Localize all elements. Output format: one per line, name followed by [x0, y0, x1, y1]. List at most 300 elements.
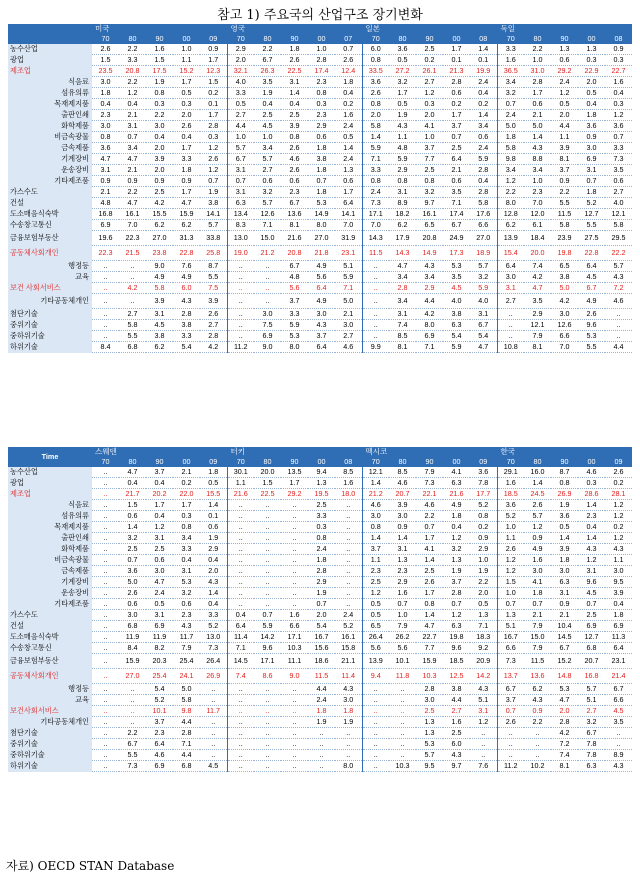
value-cell: .. [497, 728, 524, 739]
table-row [8, 739, 632, 750]
value-cell: 7.7 [416, 154, 443, 165]
value-cell: .. [254, 728, 281, 739]
value-cell: 28.6 [578, 489, 605, 500]
value-cell: .. [227, 717, 254, 728]
value-cell: 7.0 [524, 198, 551, 209]
value-cell: 0.3 [173, 511, 200, 522]
value-cell: 0.4 [173, 132, 200, 143]
value-cell: 2.3 [308, 77, 335, 88]
value-cell: 8.4 [92, 342, 119, 353]
value-cell: 6.5 [362, 621, 389, 632]
value-cell: 3.7 [416, 143, 443, 154]
value-cell: 4.7 [173, 198, 200, 209]
row-label: 목재제지품 [8, 522, 92, 533]
value-cell: 20.8 [119, 66, 146, 77]
value-cell: 6.2 [524, 684, 551, 695]
country-header: 터키 [227, 447, 362, 457]
row-label: 비금속광물 [8, 132, 92, 143]
value-cell: 0.7 [335, 44, 362, 55]
value-cell: 3.5 [605, 165, 632, 176]
value-cell: 4.8 [389, 143, 416, 154]
value-cell: 27.0 [146, 231, 173, 246]
value-cell: 2.7 [119, 309, 146, 320]
value-cell: 1.0 [254, 132, 281, 143]
value-cell: 4.2 [416, 309, 443, 320]
value-cell: .. [227, 695, 254, 706]
value-cell: 0.9 [551, 176, 578, 187]
value-cell: 2.8 [470, 187, 497, 198]
value-cell: 0.4 [146, 478, 173, 489]
value-cell: .. [524, 728, 551, 739]
value-cell: 3.1 [551, 588, 578, 599]
value-cell: 3.2 [389, 77, 416, 88]
value-cell: .. [389, 695, 416, 706]
row-label: 금속제품 [8, 143, 92, 154]
row-label: 공동체사회개인 [8, 669, 92, 684]
value-cell: 4.9 [443, 500, 470, 511]
value-cell: 5.2 [146, 695, 173, 706]
value-cell: 1.6 [281, 610, 308, 621]
value-cell: 18.4 [524, 231, 551, 246]
value-cell: .. [92, 331, 119, 342]
value-cell: 1.4 [119, 522, 146, 533]
year-header-row [8, 34, 632, 44]
value-cell: 1.5 [92, 55, 119, 66]
value-cell: 2.8 [389, 283, 416, 294]
value-cell: 5.1 [335, 261, 362, 272]
value-cell: 17.1 [254, 654, 281, 669]
value-cell: 6.6 [470, 220, 497, 231]
table-row [8, 246, 632, 261]
value-cell: 4.3 [335, 684, 362, 695]
value-cell: 8.0 [335, 761, 362, 772]
value-cell: 1.4 [578, 533, 605, 544]
value-cell: 4.3 [173, 294, 200, 309]
value-cell: 2.2 [551, 187, 578, 198]
value-cell: 2.4 [308, 695, 335, 706]
value-cell: .. [92, 522, 119, 533]
value-cell: 13.9 [497, 231, 524, 246]
value-cell: 2.4 [470, 77, 497, 88]
value-cell: 3.0 [497, 272, 524, 283]
value-cell: .. [92, 706, 119, 717]
value-cell: .. [119, 272, 146, 283]
value-cell: 0.1 [470, 55, 497, 66]
value-cell: 2.4 [362, 187, 389, 198]
value-cell: .. [92, 566, 119, 577]
value-cell: 5.5 [578, 342, 605, 353]
value-cell: .. [281, 599, 308, 610]
value-cell: .. [119, 294, 146, 309]
value-cell: 7.9 [389, 621, 416, 632]
value-cell: 6.8 [173, 761, 200, 772]
value-cell: 27.0 [470, 231, 497, 246]
value-cell: 5.9 [470, 283, 497, 294]
value-cell: 2.2 [146, 110, 173, 121]
value-cell: 0.7 [443, 599, 470, 610]
value-cell: 2.5 [578, 610, 605, 621]
year-header: 70 [362, 457, 389, 467]
value-cell: 6.7 [281, 261, 308, 272]
value-cell: .. [605, 309, 632, 320]
table-row [8, 632, 632, 643]
value-cell: 0.5 [551, 522, 578, 533]
value-cell: .. [335, 588, 362, 599]
value-cell: 0.3 [605, 55, 632, 66]
value-cell: 4.4 [416, 294, 443, 309]
value-cell: 3.4 [254, 143, 281, 154]
value-cell: 3.2 [119, 533, 146, 544]
value-cell: 0.2 [200, 88, 227, 99]
value-cell: 4.2 [146, 198, 173, 209]
value-cell: .. [335, 522, 362, 533]
value-cell: 2.1 [443, 165, 470, 176]
value-cell: 17.3 [443, 246, 470, 261]
value-cell: 2.9 [416, 283, 443, 294]
value-cell: 2.5 [443, 728, 470, 739]
table-row [8, 478, 632, 489]
value-cell: .. [524, 750, 551, 761]
value-cell: 17.4 [308, 66, 335, 77]
value-cell: 3.0 [308, 309, 335, 320]
value-cell: .. [362, 706, 389, 717]
value-cell: 3.4 [416, 272, 443, 283]
value-cell: .. [119, 261, 146, 272]
value-cell: 6.4 [308, 283, 335, 294]
value-cell: 3.7 [146, 467, 173, 478]
value-cell: .. [281, 706, 308, 717]
value-cell: 0.2 [470, 99, 497, 110]
value-cell: 2.6 [92, 44, 119, 55]
value-cell: 4.5 [578, 272, 605, 283]
value-cell: 8.1 [551, 761, 578, 772]
value-cell: 1.6 [524, 555, 551, 566]
value-cell: .. [119, 717, 146, 728]
value-cell: 27.5 [578, 231, 605, 246]
value-cell: 14.1 [335, 209, 362, 220]
value-cell: 0.8 [308, 533, 335, 544]
value-cell: 7.9 [416, 467, 443, 478]
value-cell: 13.0 [227, 231, 254, 246]
value-cell: 2.3 [362, 566, 389, 577]
value-cell: 1.1 [173, 55, 200, 66]
value-cell: .. [281, 750, 308, 761]
value-cell: 1.5 [254, 478, 281, 489]
value-cell: 11.5 [308, 669, 335, 684]
value-cell: 2.2 [254, 44, 281, 55]
table-row [8, 544, 632, 555]
year-header: 80 [119, 457, 146, 467]
value-cell: 16.1 [119, 209, 146, 220]
year-header: 90 [146, 34, 173, 44]
value-cell: 11.8 [389, 669, 416, 684]
value-cell: .. [308, 761, 335, 772]
value-cell: 9.0 [281, 669, 308, 684]
table-row [8, 706, 632, 717]
value-cell: 0.7 [308, 599, 335, 610]
year-header: 90 [551, 34, 578, 44]
value-cell: 1.0 [470, 555, 497, 566]
value-cell: 2.6 [281, 165, 308, 176]
value-cell: 2.8 [443, 77, 470, 88]
value-cell: .. [281, 761, 308, 772]
value-cell: 9.2 [470, 643, 497, 654]
value-cell: 3.0 [389, 511, 416, 522]
value-cell: 9.6 [443, 643, 470, 654]
value-cell: .. [362, 695, 389, 706]
value-cell: 5.7 [227, 143, 254, 154]
value-cell: 0.9 [200, 44, 227, 55]
value-cell: 4.8 [281, 272, 308, 283]
row-label: 비금속광물 [8, 555, 92, 566]
value-cell: 4.2 [119, 283, 146, 294]
value-cell: 2.6 [281, 143, 308, 154]
value-cell: .. [335, 577, 362, 588]
value-cell: 2.1 [551, 610, 578, 621]
value-cell: 0.3 [200, 132, 227, 143]
value-cell: 6.2 [389, 220, 416, 231]
value-cell: 13.5 [281, 467, 308, 478]
value-cell: 10.3 [389, 761, 416, 772]
table-row [8, 121, 632, 132]
value-cell: 3.1 [146, 309, 173, 320]
row-label: 하위기술 [8, 342, 92, 353]
value-cell: 2.0 [551, 706, 578, 717]
value-cell: .. [335, 739, 362, 750]
value-cell: 1.8 [308, 165, 335, 176]
value-cell: 11.9 [146, 632, 173, 643]
value-cell: 0.9 [146, 176, 173, 187]
value-cell: .. [227, 728, 254, 739]
value-cell: 3.9 [146, 154, 173, 165]
value-cell: 2.2 [524, 44, 551, 55]
value-cell: 20.7 [389, 489, 416, 500]
value-cell: 4.3 [470, 684, 497, 695]
value-cell: 12.6 [254, 209, 281, 220]
value-cell: 3.6 [578, 121, 605, 132]
value-cell: 2.6 [200, 309, 227, 320]
value-cell: 3.7 [443, 121, 470, 132]
value-cell: 6.2 [146, 220, 173, 231]
value-cell: 2.7 [335, 331, 362, 342]
value-cell: 6.0 [443, 739, 470, 750]
table-row [8, 489, 632, 500]
value-cell: 1.4 [578, 500, 605, 511]
country-header: 미국 [92, 24, 227, 34]
value-cell: 27.0 [119, 669, 146, 684]
value-cell: 0.7 [578, 599, 605, 610]
value-cell: 6.2 [146, 342, 173, 353]
value-cell: 3.4 [524, 165, 551, 176]
value-cell: 4.7 [119, 154, 146, 165]
value-cell: 22.1 [416, 489, 443, 500]
value-cell: 5.6 [281, 283, 308, 294]
value-cell: 9.6 [254, 643, 281, 654]
value-cell: 17.7 [470, 489, 497, 500]
value-cell: .. [254, 717, 281, 728]
value-cell: 13.9 [362, 654, 389, 669]
value-cell: 0.5 [389, 55, 416, 66]
value-cell: 0.5 [578, 88, 605, 99]
value-cell: 0.2 [605, 522, 632, 533]
row-label: 건설 [8, 198, 92, 209]
value-cell: 0.4 [146, 511, 173, 522]
value-cell: 31.3 [173, 231, 200, 246]
value-cell: 2.4 [335, 154, 362, 165]
value-cell: .. [254, 750, 281, 761]
value-cell: .. [227, 555, 254, 566]
value-cell: 0.2 [173, 478, 200, 489]
value-cell: 11.3 [605, 632, 632, 643]
value-cell: 1.2 [416, 88, 443, 99]
value-cell: .. [92, 654, 119, 669]
table-row [8, 187, 632, 198]
value-cell: 4.4 [551, 121, 578, 132]
value-cell: 4.9 [308, 261, 335, 272]
industry-structure-table-1 [8, 24, 632, 353]
value-cell: 0.6 [119, 511, 146, 522]
value-cell: 6.7 [281, 198, 308, 209]
value-cell: 2.6 [578, 309, 605, 320]
value-cell: 16.0 [524, 467, 551, 478]
value-cell: 6.3 [443, 621, 470, 632]
value-cell: 1.3 [497, 610, 524, 621]
value-cell: .. [92, 489, 119, 500]
value-cell: 0.7 [254, 610, 281, 621]
value-cell: 14.3 [362, 231, 389, 246]
value-cell: 2.6 [497, 544, 524, 555]
value-cell: 3.0 [92, 77, 119, 88]
value-cell: 2.1 [335, 309, 362, 320]
value-cell: 22.5 [254, 489, 281, 500]
value-cell: 1.7 [416, 588, 443, 599]
value-cell: .. [389, 739, 416, 750]
value-cell: 5.9 [362, 143, 389, 154]
value-cell: 2.8 [173, 728, 200, 739]
value-cell: 7.3 [605, 154, 632, 165]
value-cell: 16.8 [578, 669, 605, 684]
value-cell: 4.3 [524, 695, 551, 706]
value-cell: 5.4 [146, 684, 173, 695]
value-cell: 15.2 [173, 66, 200, 77]
row-label: 첨단기술 [8, 309, 92, 320]
value-cell: 29.2 [551, 66, 578, 77]
value-cell: 15.2 [551, 654, 578, 669]
value-cell: 21.6 [281, 231, 308, 246]
row-label: 출판인쇄 [8, 110, 92, 121]
value-cell: 19.5 [308, 489, 335, 500]
value-cell: 6.7 [578, 283, 605, 294]
value-cell: 7.5 [254, 320, 281, 331]
value-cell: .. [92, 577, 119, 588]
value-cell: 13.6 [524, 669, 551, 684]
value-cell: 15.0 [524, 632, 551, 643]
value-cell: 8.2 [146, 643, 173, 654]
value-cell: 12.1 [524, 320, 551, 331]
value-cell: 5.4 [443, 331, 470, 342]
value-cell: 6.7 [551, 643, 578, 654]
value-cell: 1.5 [200, 77, 227, 88]
table-row [8, 143, 632, 154]
value-cell: 21.4 [605, 669, 632, 684]
value-cell: 1.8 [443, 511, 470, 522]
value-cell: .. [389, 717, 416, 728]
value-cell: 21.6 [443, 489, 470, 500]
value-cell: .. [227, 588, 254, 599]
row-label: 행정등 [8, 261, 92, 272]
value-cell: 18.5 [497, 489, 524, 500]
value-cell: 1.2 [605, 533, 632, 544]
value-cell: 4.3 [524, 143, 551, 154]
value-cell: 3.4 [497, 165, 524, 176]
value-cell: 1.8 [524, 588, 551, 599]
value-cell: .. [227, 577, 254, 588]
value-cell: 7.8 [470, 478, 497, 489]
value-cell: 11.4 [335, 669, 362, 684]
value-cell: .. [200, 717, 227, 728]
value-cell: 1.9 [308, 588, 335, 599]
value-cell: 0.3 [308, 99, 335, 110]
value-cell: 3.4 [173, 533, 200, 544]
value-cell: 4.6 [281, 154, 308, 165]
row-label: 제조업 [8, 66, 92, 77]
value-cell: 27.0 [308, 231, 335, 246]
table-row [8, 66, 632, 77]
value-cell: 0.5 [389, 99, 416, 110]
value-cell: 0.8 [92, 132, 119, 143]
value-cell: 15.4 [497, 246, 524, 261]
row-label: 목재제지품 [8, 99, 92, 110]
table-row [8, 88, 632, 99]
value-cell: 6.9 [146, 761, 173, 772]
year-header: 00 [308, 457, 335, 467]
value-cell: 1.2 [200, 165, 227, 176]
value-cell: 20.0 [254, 467, 281, 478]
value-cell: 0.6 [335, 176, 362, 187]
value-cell: .. [497, 331, 524, 342]
value-cell: 9.9 [362, 342, 389, 353]
table-row [8, 294, 632, 309]
value-cell: 3.9 [389, 500, 416, 511]
value-cell: 1.8 [200, 467, 227, 478]
value-cell: 3.7 [362, 544, 389, 555]
value-cell: .. [254, 294, 281, 309]
year-header: 70 [227, 457, 254, 467]
value-cell: 13.0 [200, 632, 227, 643]
value-cell: 5.3 [443, 261, 470, 272]
value-cell: 2.0 [200, 566, 227, 577]
value-cell: .. [362, 761, 389, 772]
row-label: 수송창고통신 [8, 220, 92, 231]
value-cell: 14.9 [308, 209, 335, 220]
value-cell: 7.3 [200, 643, 227, 654]
value-cell: 3.8 [443, 309, 470, 320]
value-cell: 1.4 [362, 533, 389, 544]
value-cell: 0.6 [119, 599, 146, 610]
value-cell: 4.2 [200, 342, 227, 353]
value-cell: 7.8 [578, 750, 605, 761]
value-cell: 4.1 [416, 544, 443, 555]
value-cell: .. [227, 706, 254, 717]
value-cell: 6.3 [578, 761, 605, 772]
value-cell: 2.2 [416, 511, 443, 522]
value-cell: 0.5 [362, 610, 389, 621]
value-cell: 7.0 [362, 220, 389, 231]
table-row [8, 599, 632, 610]
value-cell: 0.3 [416, 99, 443, 110]
row-label: 보건사회서비스 [8, 706, 92, 717]
value-cell: 3.1 [281, 77, 308, 88]
